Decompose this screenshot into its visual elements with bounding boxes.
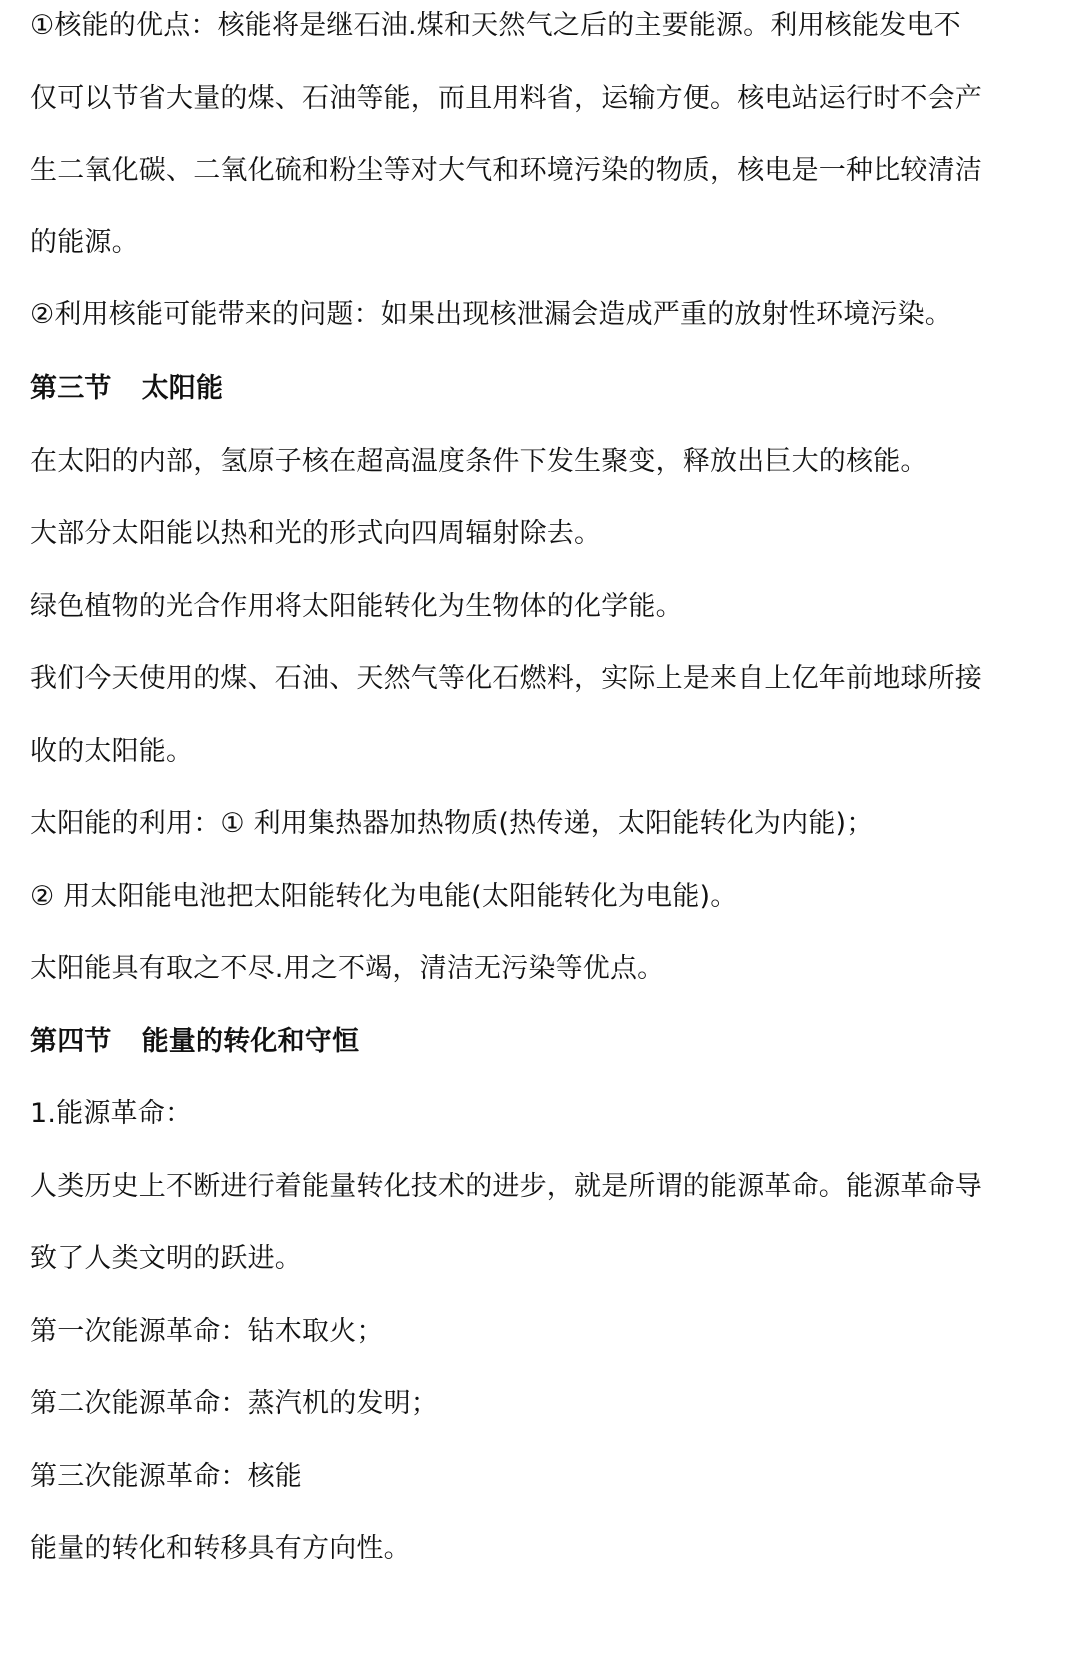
paragraph-line: 第三次能源革命：核能 bbox=[30, 1461, 302, 1492]
paragraph-line: 第一次能源革命：钻木取火； bbox=[30, 1316, 384, 1347]
paragraph-line: ② 用太阳能电池把太阳能转化为电能(太阳能转化为电能)。 bbox=[30, 881, 738, 912]
paragraph-line: 1.能源革命： bbox=[30, 1098, 193, 1129]
section-title: 太阳能 bbox=[141, 373, 224, 404]
paragraph-line: 的能源。 bbox=[30, 227, 139, 258]
section-heading-energy-conversion bbox=[30, 1024, 1056, 1060]
paragraph-line: 能量的转化和转移具有方向性。 bbox=[30, 1533, 411, 1564]
paragraph-line: 太阳能的利用：① 利用集热器加热物质(热传递，太阳能转化为内能)； bbox=[30, 808, 874, 839]
paragraph-line: 生二氧化碳、二氧化硫和粉尘等对大气和环境污染的物质，核电是一种比较清洁 bbox=[30, 155, 982, 186]
paragraph-line: ②利用核能可能带来的问题：如果出现核泄漏会造成严重的放射性环境污染。 bbox=[30, 299, 953, 330]
paragraph-line: 绿色植物的光合作用将太阳能转化为生物体的化学能。 bbox=[30, 591, 683, 622]
paragraph-line: 仅可以节省大量的煤、石油等能，而且用料省，运输方便。核电站运行时不会产 bbox=[30, 83, 982, 114]
paragraph-line: 我们今天使用的煤、石油、天然气等化石燃料，实际上是来自上亿年前地球所接 bbox=[30, 663, 982, 694]
section-title: 能量的转化和守恒 bbox=[141, 1026, 360, 1057]
section-number: 第四节 bbox=[30, 1026, 112, 1057]
paragraph-line: 在太阳的内部，氢原子核在超高温度条件下发生聚变，释放出巨大的核能。 bbox=[30, 446, 928, 477]
paragraph-line: 第二次能源革命：蒸汽机的发明； bbox=[30, 1388, 438, 1419]
paragraph-line: 致了人类文明的跃进。 bbox=[30, 1243, 302, 1274]
paragraph-line: 太阳能具有取之不尽.用之不竭，清洁无污染等优点。 bbox=[30, 953, 665, 984]
paragraph-line: ①核能的优点：核能将是继石油.煤和天然气之后的主要能源。利用核能发电不 bbox=[30, 10, 961, 41]
section-heading-solar bbox=[30, 371, 1056, 407]
paragraph-line: 大部分太阳能以热和光的形式向四周辐射除去。 bbox=[30, 518, 602, 549]
paragraph-line: 收的太阳能。 bbox=[30, 736, 194, 767]
section-number: 第三节 bbox=[30, 373, 112, 404]
paragraph-line: 人类历史上不断进行着能量转化技术的进步，就是所谓的能源革命。能源革命导 bbox=[30, 1171, 982, 1202]
